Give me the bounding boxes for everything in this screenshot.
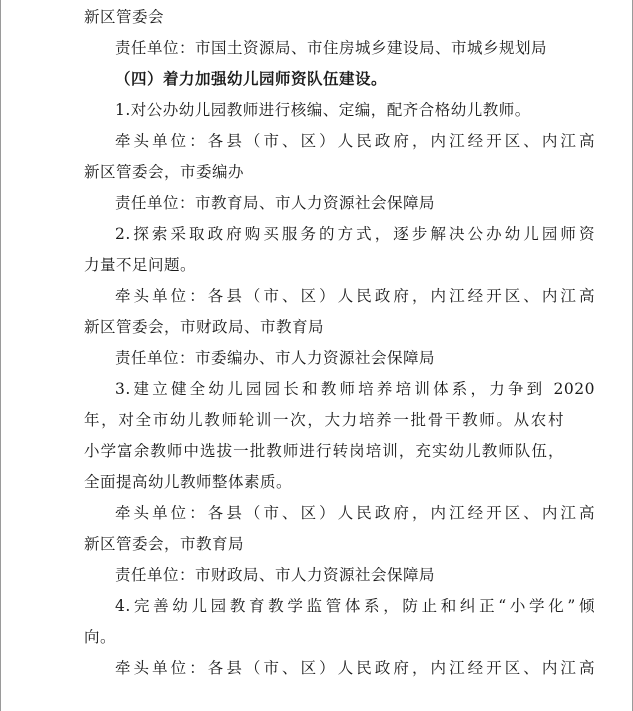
lead-units-continuation: 新区管委会，市财政局、市教育局 [84,318,325,336]
lead-units-continuation: 新区管委会，市委编办 [84,163,245,181]
item-3-continuation: 小学富余教师中选拔一批教师进行转岗培训，充实幼儿教师队伍， [84,442,564,460]
lead-units-line: 牵头单位：各县（市、区）人民政府，内江经开区、内江高 [115,659,595,677]
lead-units-continuation: 新区管委会，市教育局 [84,535,245,553]
lead-units-line: 牵头单位：各县（市、区）人民政府，内江经开区、内江高 [115,132,595,150]
item-3-continuation: 年，对全市幼儿教师轮训一次，大力培养一批骨干教师。从农村 [84,411,564,429]
responsible-units-line: 责任单位：市国土资源局、市住房城乡建设局、市城乡规划局 [115,39,548,57]
item-2-continuation: 力量不足问题。 [84,256,197,274]
responsible-units-line: 责任单位：市教育局、市人力资源社会保障局 [115,194,436,212]
lead-units-line: 牵头单位：各县（市、区）人民政府，内江经开区、内江高 [115,287,595,305]
item-2-text: 2.探索采取政府购买服务的方式，逐步解决公办幼儿园师资 [115,225,595,243]
lead-units-line: 牵头单位：各县（市、区）人民政府，内江经开区、内江高 [115,504,595,522]
line-continuation: 新区管委会 [84,8,165,26]
responsible-units-line: 责任单位：市财政局、市人力资源社会保障局 [115,566,436,584]
page-border-left [0,0,1,711]
item-4-text: 4.完善幼儿园教育教学监管体系，防止和纠正“小学化”倾 [115,597,595,615]
item-4-continuation: 向。 [84,628,117,646]
item-1-text: 1.对公办幼儿园教师进行核编、定编，配齐合格幼儿教师。 [115,101,531,119]
item-3-text: 3.建立健全幼儿园园长和教师培养培训体系，力争到 2020 [115,380,595,398]
responsible-units-line: 责任单位：市委编办、市人力资源社会保障局 [115,349,436,367]
section-heading-4: （四）着力加强幼儿园师资队伍建设。 [115,69,388,88]
item-3-continuation: 全面提高幼儿教师整体素质。 [84,473,293,491]
